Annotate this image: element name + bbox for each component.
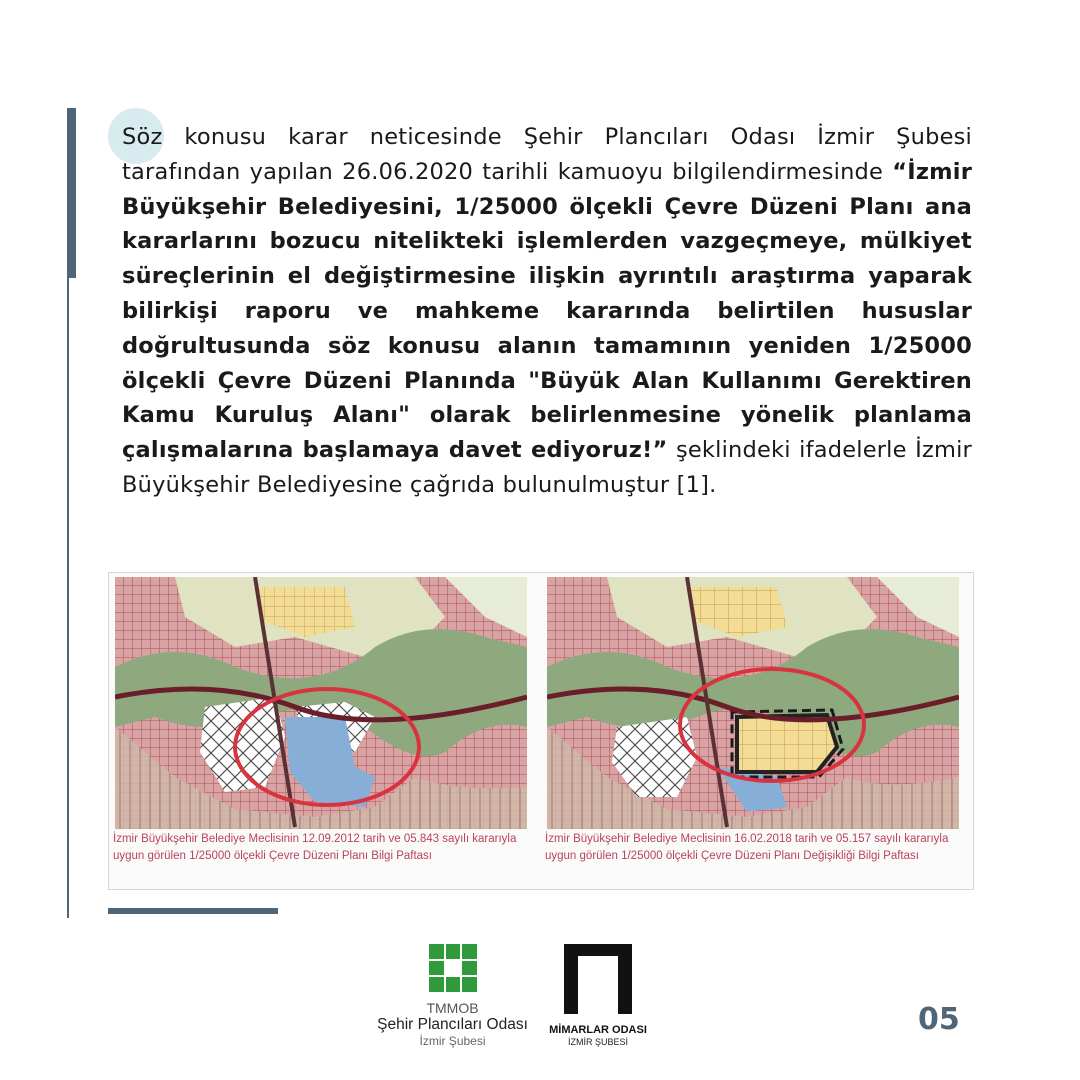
accent-bar-horizontal	[108, 908, 278, 914]
body-intro: Söz konusu karar neticesinde Şehir Plancıları Odası İzmir Şubesi tarafından yapılan 26.06.2020 tarihli kamuoyu bilgilendirmesinde	[122, 124, 972, 185]
map-2018	[547, 577, 959, 829]
plan-maps-figure	[108, 572, 974, 890]
accent-line-vertical	[67, 278, 69, 918]
mo-branch-label: İZMİR ŞUBESİ	[567, 1037, 628, 1047]
page-number: 05	[918, 1002, 960, 1037]
spo-logo	[370, 944, 535, 1054]
spo-name-label: Şehir Plancıları Odası	[377, 1016, 528, 1033]
mo-name-label: MİMARLAR ODASI	[549, 1024, 647, 1036]
map-2012	[115, 577, 527, 829]
mimarlar-odasi-logo	[548, 942, 648, 1054]
bracket-icon	[560, 942, 636, 1016]
accent-bar-vertical	[67, 108, 76, 278]
spo-branch-label: İzmir Şubesi	[419, 1034, 486, 1048]
spo-top-label: TMMOB	[426, 1000, 479, 1016]
map-2018-caption: İzmir Büyükşehir Belediye Meclisinin 16.02.2018 tarih ve 05.157 sayılı kararıyla uygun görülen 1/25000 ölçekli Çevre Düzeni Planı Değişikliği Bilgi Paftası	[545, 833, 949, 862]
spo-grid-icon	[429, 944, 477, 992]
map-2012-caption: İzmir Büyükşehir Belediye Meclisinin 12.09.2012 tarih ve 05.843 sayılı kararıyla uygun görülen 1/25000 ölçekli Çevre Düzeni Planı Bilgi Paftası	[113, 833, 517, 862]
body-outro: şeklindeki ifadelerle İzmir Büyükşehir Belediyesine çağrıda bulunulmuştur [1].	[122, 437, 972, 498]
body-quote: “İzmir Büyükşehir Belediyesini, 1/25000 ölçekli Çevre Düzeni Planı ana kararlarını bozucu nitelikteki işlemlerden vazgeçmeye, mülkiyet süreçlerinin el değiştirmesine ilişkin ayrıntılı araştırma yaparak bilirkişi raporu ve mahkeme kararında belirtilen hususlar doğrultusunda söz konusu alanın tamamının yeniden 1/25000 ölçekli Çevre Düzeni Planında "Büyük Alan Kullanımı Gerektiren Kamu Kuruluş Alanı" olarak belirlenmesine yönelik planlama çalışmalarına başlamaya davet ediyoruz!”	[122, 158, 972, 464]
body-paragraph	[122, 120, 972, 503]
